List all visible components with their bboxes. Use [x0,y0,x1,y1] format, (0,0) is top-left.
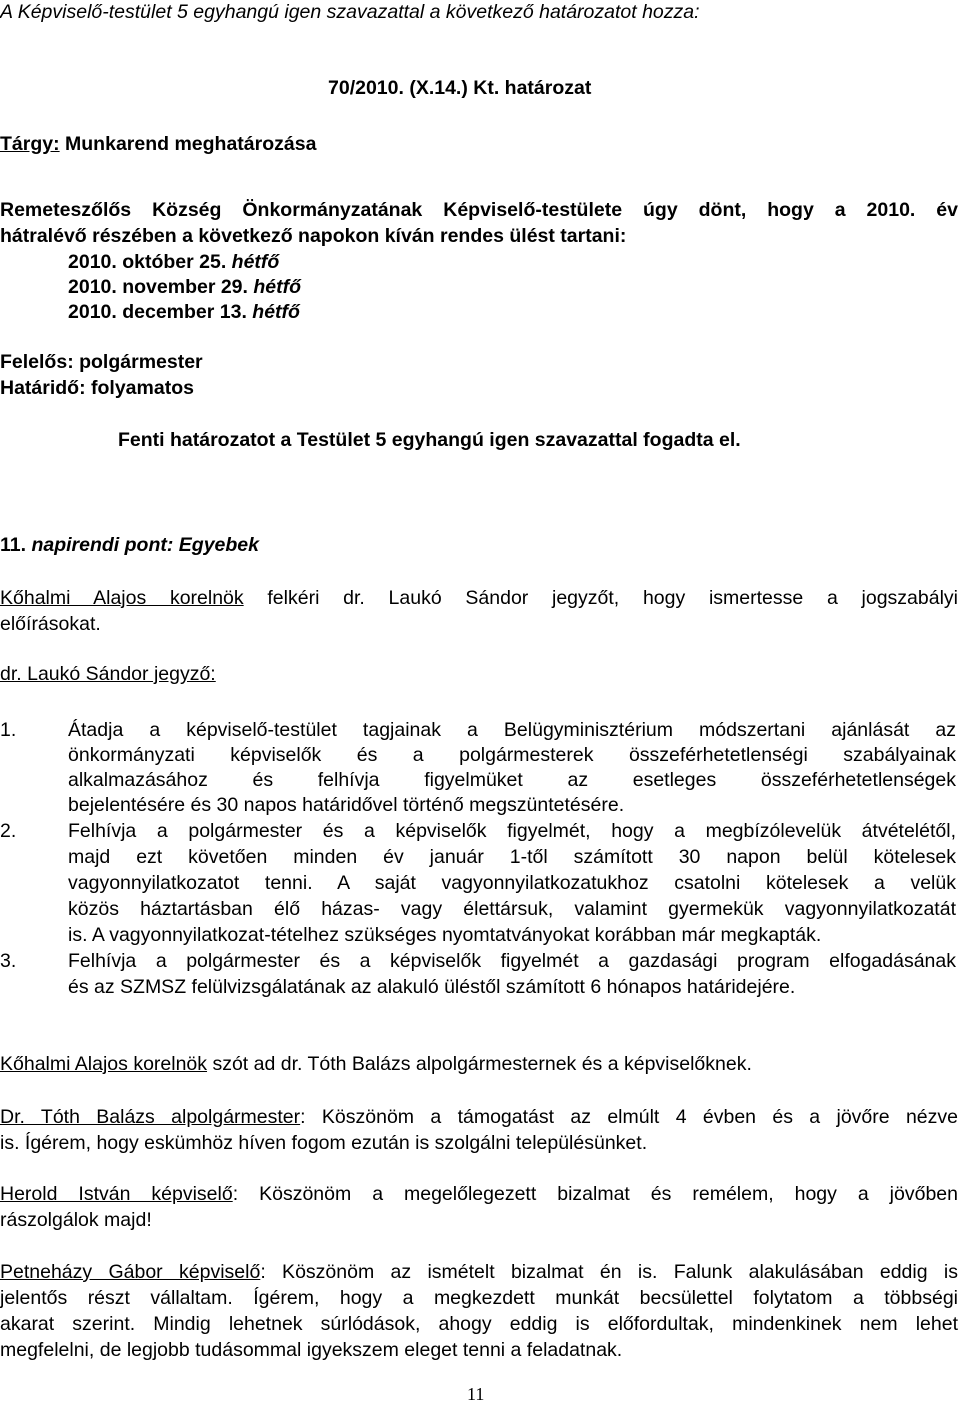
paragraph-2: Kőhalmi Alajos korelnök szót ad dr. Tóth Balázs alpolgármesternek és a képviselőknek. [0,1053,752,1075]
paragraph-5-line-4: megfelelni, de legjobb tudásommal igyekszem eleget tenni a feladatnak. [0,1339,623,1361]
subject-text: Munkarend meghatározása [59,133,317,155]
item-2-number: 2. [0,820,17,842]
paragraph-5-line-3: akarat szerint. Mindig lehetnek súrlódások, ahogy eddig is előfordultak, mindenkinek nem lehet [0,1313,958,1335]
item-2-line-1: Felhívja a polgármester és a képviselők figyelmét, hogy a megbízólevelük átvételétől, [68,820,956,842]
speaker-name: Kőhalmi Alajos korelnök [0,587,244,609]
item-3-line-1: Felhívja a polgármester és a képviselők figyelmét a gazdasági program elfogadásának [68,950,956,972]
item-2-line-4: közös háztartásban élő házas- vagy élettársuk, valamint gyermekük vagyonnyilatkozatát [68,898,956,920]
item-3-number: 3. [0,950,17,972]
paragraph-5-line-1: Petneházy Gábor képviselő: Köszönöm az ismételt bizalmat én is. Falunk alakulásában eddig is [0,1261,958,1283]
item-2-line-2: majd ezt követően minden év január 1-től számított 30 napon belül kötelesek [68,846,956,868]
item-1-line-4: bejelentésére és 30 napos határidővel történő megszüntetésére. [68,794,625,816]
resolution-number: 70/2010. (X.14.) Kt. határozat [328,77,592,99]
notary-label: dr. Laukó Sándor jegyző: [0,663,216,685]
speaker-name: Herold István képviselő [0,1183,233,1205]
speaker-name: Kőhalmi Alajos korelnök [0,1053,208,1075]
paragraph-1-line-2: előírásokat. [0,613,101,635]
decision-line-1: Remeteszőlős Község Önkormányzatának Képviselő-testülete úgy dönt, hogy a 2010. év [0,199,958,221]
paragraph-4-line-1: Herold István képviselő: Köszönöm a megelőlegezett bizalmat és remélem, hogy a jövőben [0,1183,958,1205]
deadline-line: Határidő: folyamatos [0,377,194,399]
agenda-heading: 11. napirendi pont: Egyebek [0,534,259,556]
meeting-date-1: 2010. október 25. hétfő [68,251,280,273]
item-2-line-3: vagyonnyilatkozatot tenni. A saját vagyonnyilatkozatukhoz csatolni kötelesek a velük [68,872,956,894]
speaker-name: Petneházy Gábor képviselő [0,1261,261,1283]
item-1-line-2: önkormányzati képviselők és a polgármesterek összeférhetetlenségi szabályainak [68,744,956,766]
intro-text: A Képviselő-testület 5 egyhangú igen szavazattal a következő határozatot hozza: [0,1,700,23]
paragraph-4-line-2: rászolgálok majd! [0,1209,152,1231]
item-2-line-5: is. A vagyonnyilatkozat-tételhez szükséges nyomtatványokat korábban már megkapták. [68,924,822,946]
paragraph-3-line-2: is. Ígérem, hogy eskümhöz híven fogom ezután is szolgálni településünket. [0,1132,648,1154]
paragraph-1-line-1: Kőhalmi Alajos korelnök felkéri dr. Laukó Sándor jegyzőt, hogy ismertesse a jogszabályi [0,587,958,609]
responsible-line: Felelős: polgármester [0,351,203,373]
paragraph-3-line-1: Dr. Tóth Balázs alpolgármester: Köszönöm a támogatást az elmúlt 4 évben és a jövőre nézve [0,1106,958,1128]
meeting-date-3: 2010. december 13. hétfő [68,301,300,323]
subject-line [0,132,316,156]
paragraph-5-line-2: jelentős részt vállaltam. Ígérem, hogy a megkezdett munkát becsülettel folytatom a többségi [0,1287,958,1309]
item-1-line-3: alkalmazásához és felhívja figyelmüket az esetleges összeférhetetlenségek [68,769,956,791]
meeting-date-2: 2010. november 29. hétfő [68,276,302,298]
item-3-line-2: és az SZMSZ felülvizsgálatának az alakuló üléstől számított 6 hónapos határidejére. [68,976,796,998]
subject-label: Tárgy: [0,133,60,155]
adopted-line: Fenti határozatot a Testület 5 egyhangú igen szavazattal fogadta el. [118,429,741,451]
speaker-name: Dr. Tóth Balázs alpolgármester [0,1106,301,1128]
decision-line-2: hátralévő részében a következő napokon kíván rendes ülést tartani: [0,225,627,247]
item-1-line-1: Átadja a képviselő-testület tagjainak a Belügyminisztérium módszertani ajánlását az [68,719,956,741]
page-number: 11 [467,1384,485,1404]
item-1-number: 1. [0,719,17,741]
